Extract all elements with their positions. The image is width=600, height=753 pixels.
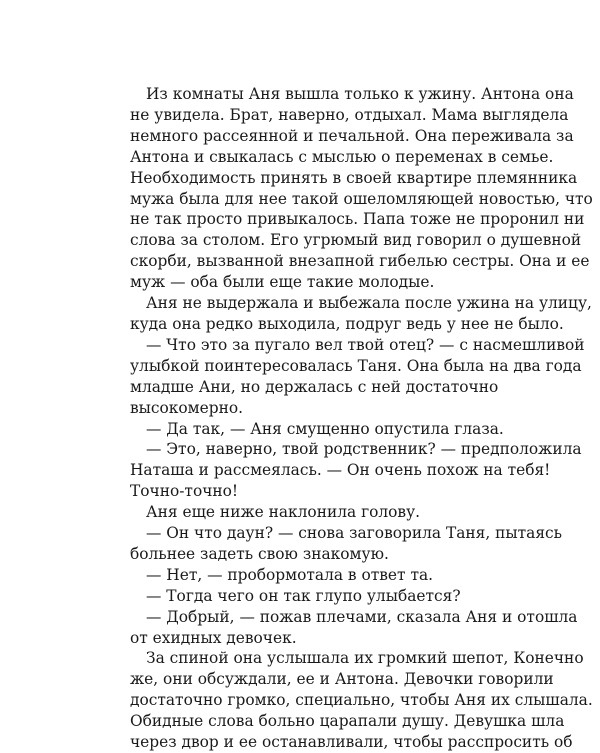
paragraph [112,84,593,293]
text-line: от ехидных девочек. [130,628,297,647]
book-page [112,84,593,753]
paragraph [112,502,488,523]
text-line: немного рассеянной и печальной. Она переживала за [130,126,574,145]
text-line: — Тогда чего он так глупо улыбается? [146,586,461,605]
text-line: достаточно громко, специально, чтобы Аня их слышала. [130,691,593,710]
text-line: Антона и свыкалась с мыслью о переменах в семье. [130,147,554,166]
text-line: младше Ани, но держалась с ней достаточно [130,377,499,396]
text-line: мужа была для нее такой ошеломляющей новостью, что [130,189,593,208]
text-line: скорби, вызванной внезапной гибелью сестры. Она и ее [130,252,590,271]
paragraph [112,586,488,607]
text-line: муж — оба были еще такие молодые. [130,273,435,292]
paragraph [112,523,563,565]
text-line: не так просто привыкалось. Папа тоже не проронил ни [130,210,585,229]
text-line: больнее задеть свою знакомую. [130,544,389,563]
text-line: За спиной она услышала их громкий шепот, Конечно [146,649,584,668]
text-line: не увидела. Брат, наверно, отдыхал. Мама выглядела [130,105,569,124]
text-line: улыбкой поинтересовалась Таня. Она была на два года [130,356,582,375]
paragraph [112,439,582,502]
paragraph [112,335,585,419]
text-line: Аня еще ниже наклонила голову. [146,503,421,522]
text-line: Обидные слова больно царапали душу. Девушка шла [130,712,565,731]
text-line: Аня не выдержала и выбежала после ужина на улицу, [146,294,592,313]
text-line: — Это, наверно, твой родственник? — предположила [146,440,582,459]
text-line: через двор и ее останавливали, чтобы расспросить об [130,733,573,752]
text-line: — Да так, — Аня смущенно опустила глаза. [146,419,504,438]
paragraph [112,648,593,753]
text-line: Точно-точно! [130,482,239,501]
text-line: высокомерно. [130,398,244,417]
text-line: — Добрый, — пожав плечами, сказала Аня и отошла [146,607,578,626]
text-line: — Он что даун? — снова заговорила Таня, пытаясь [146,524,563,543]
text-line: — Нет, — пробормотала в ответ та. [146,565,434,584]
text-line: Из комнаты Аня вышла только к ужину. Антона она [146,85,574,103]
text-line: куда она редко выходила, подруг ведь у нее не было. [130,314,564,333]
text-line: же, они обсуждали, ее и Антона. Девочки говорили [130,670,554,689]
paragraph [112,607,578,649]
text-line: Наташа и рассмеялась. — Он очень похож на тебя! [130,461,551,480]
text-line: слова за столом. Его угрюмый вид говорил о душевной [130,231,582,250]
paragraph [112,565,488,586]
paragraph [112,293,592,335]
text-line: — Что это за пугало вел твой отец? — с насмешливой [146,335,585,354]
paragraph [112,419,504,440]
text-line: Необходимость принять в своей квартире племянника [130,168,578,187]
